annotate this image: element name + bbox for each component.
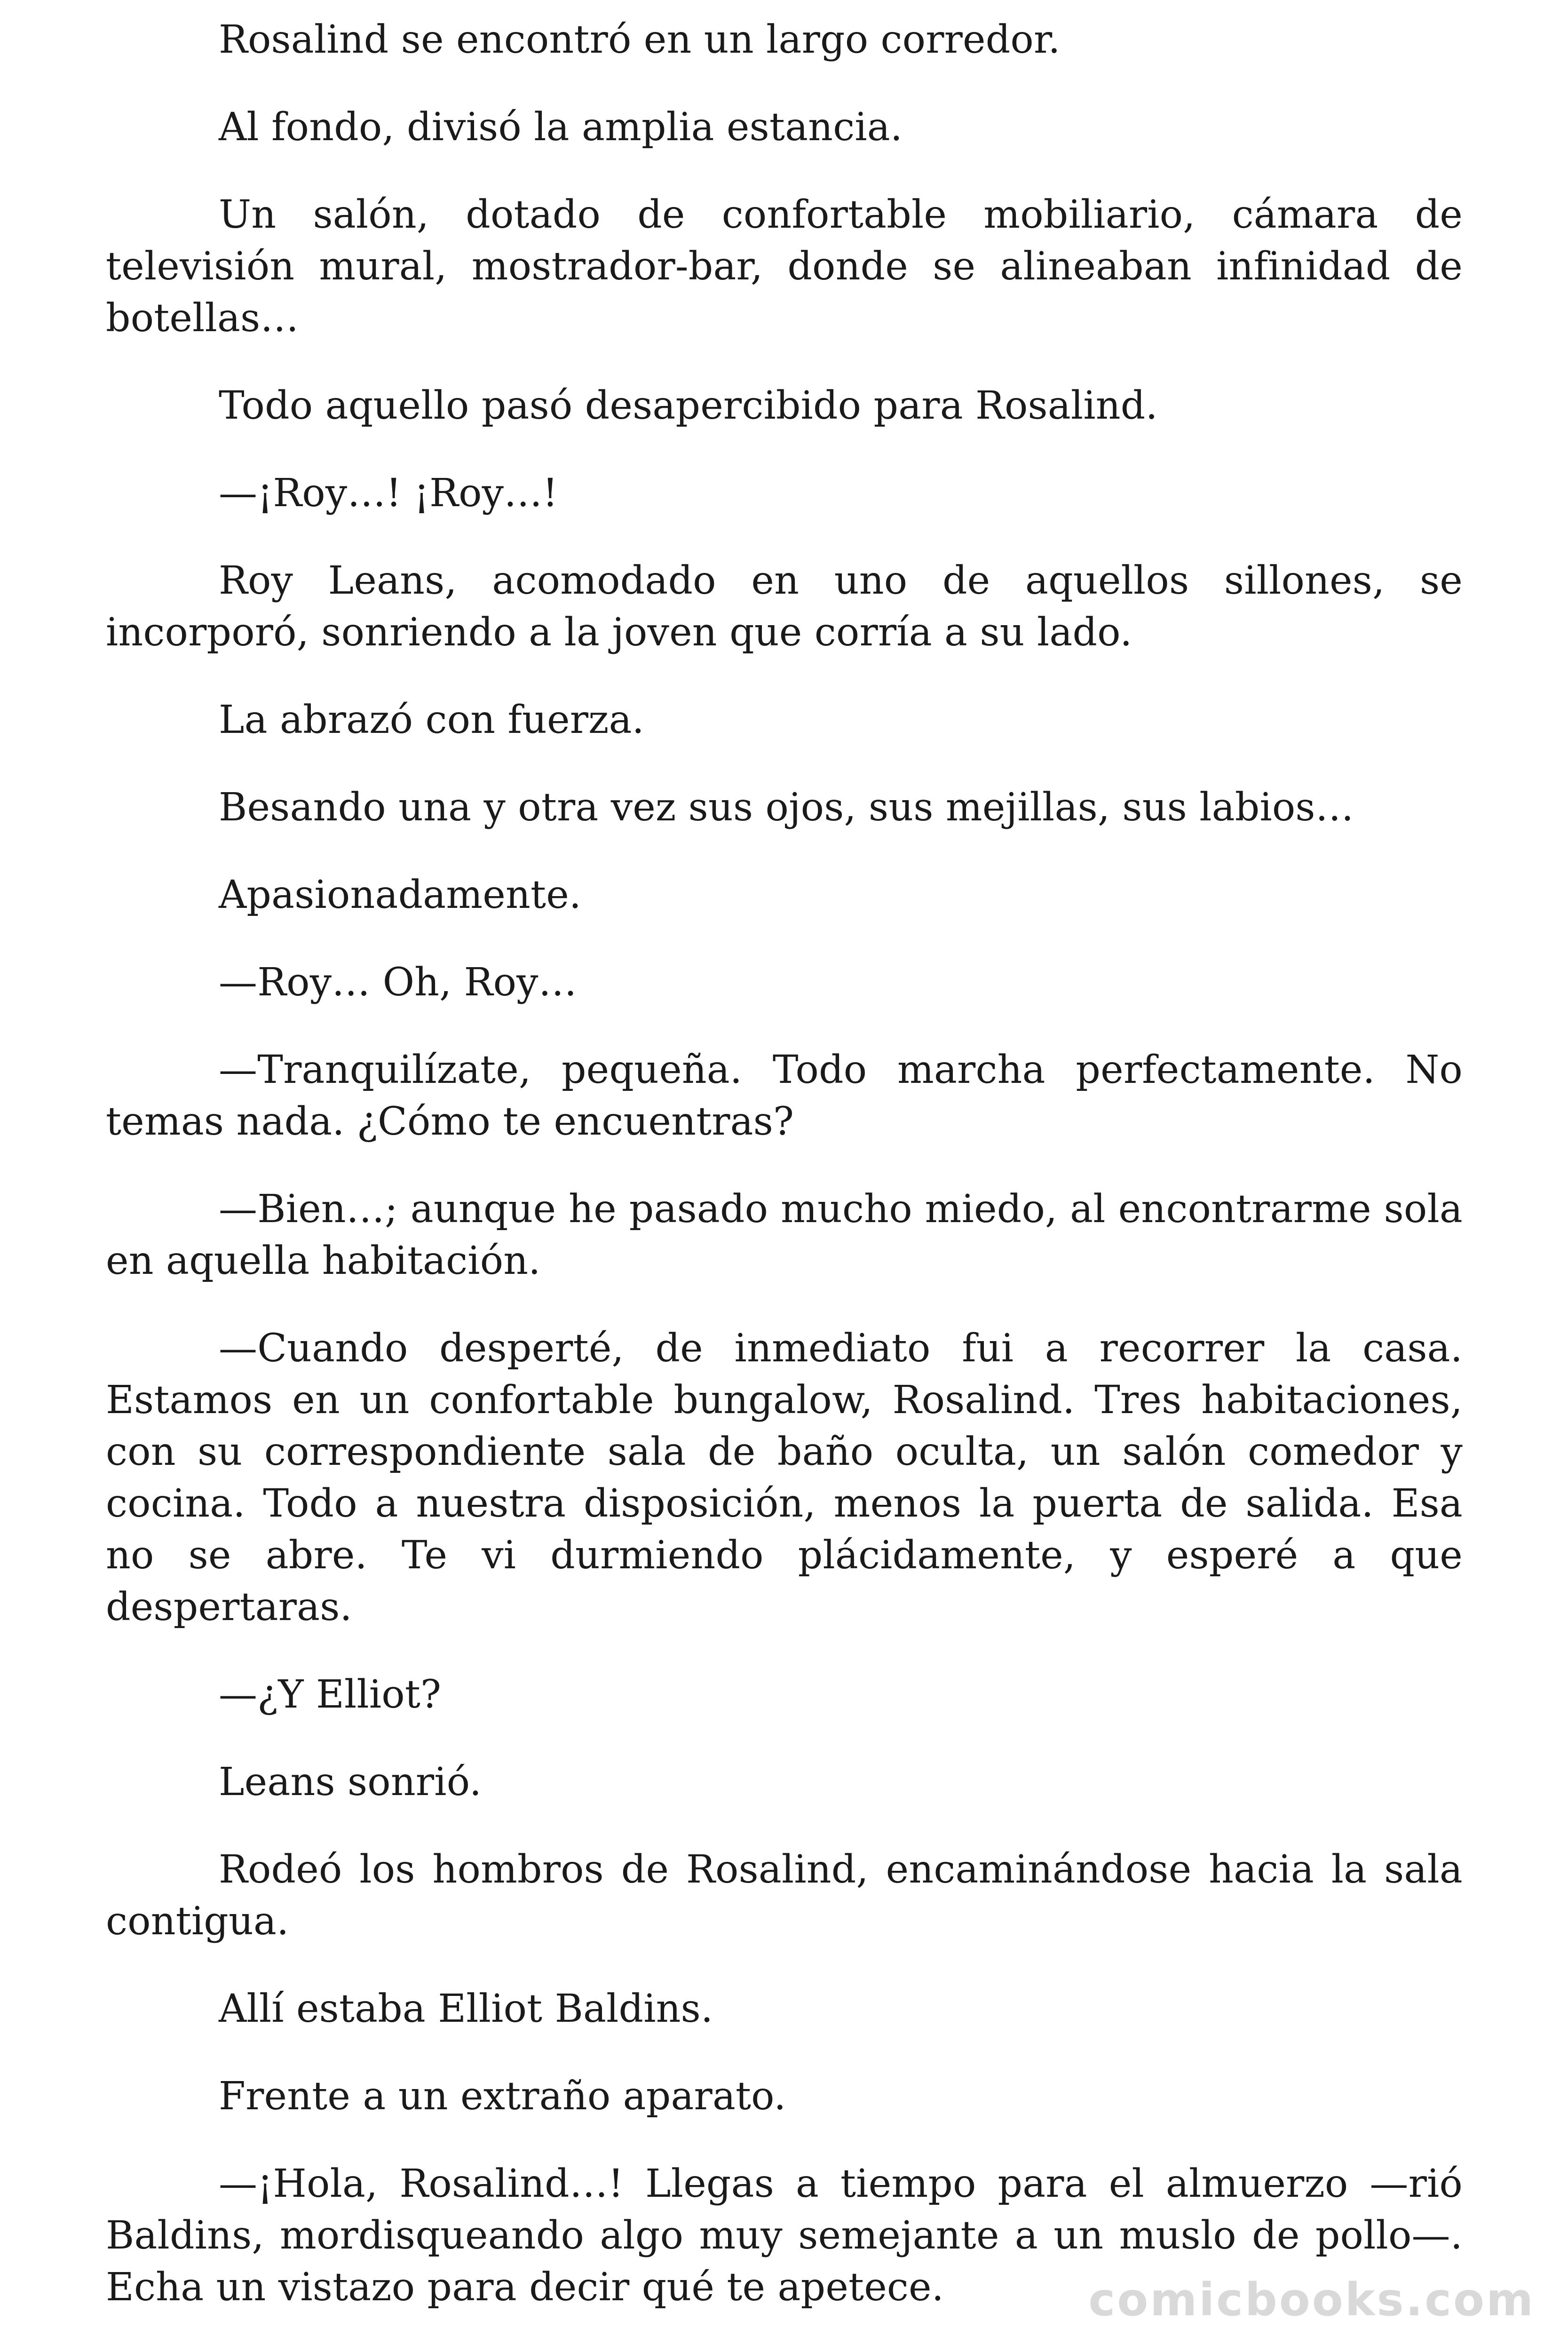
paragraph: Leans sonrió.: [219, 1760, 482, 1804]
paragraph: La abrazó con fuerza.: [219, 698, 644, 742]
paragraph: Rodeó los hombros de Rosalind, encaminándose hacia la sala contigua.: [106, 1847, 1463, 1944]
paragraph: —¿Y Elliot?: [219, 1672, 442, 1717]
paragraph: —Bien…; aunque he pasado mucho miedo, al encontrarme sola en aquella habitación.: [106, 1187, 1463, 1283]
paragraph: Todo aquello pasó desapercibido para Rosalind.: [219, 383, 1158, 428]
paragraph: Un salón, dotado de confortable mobiliario, cámara de televisión mural, mostrador-bar, donde se alineaban infinidad de botellas…: [106, 192, 1463, 341]
page-text: [106, 14, 1463, 2352]
paragraph: [106, 2349, 1463, 2352]
paragraph: Apasionadamente.: [219, 873, 582, 917]
paragraph: Besando una y otra vez sus ojos, sus mejillas, sus labios…: [219, 785, 1354, 830]
paragraph: Roy Leans, acomodado en uno de aquellos sillones, se incorporó, sonriendo a la joven que corría a su lado.: [106, 558, 1463, 655]
paragraph: —¡Hola, Rosalind…! Llegas a tiempo para el almuerzo —rió Baldins, mordisqueando algo muy semejante a un muslo de pollo—. Echa un vistazo para decir qué te apetece.: [106, 2161, 1463, 2310]
paragraph: Al fondo, divisó la amplia estancia.: [219, 105, 903, 150]
paragraph: —Roy… Oh, Roy…: [219, 960, 577, 1005]
watermark: comicbooks.com: [1088, 2273, 1535, 2326]
paragraph: —Tranquilízate, pequeña. Todo marcha perfectamente. No temas nada. ¿Cómo te encuentras?: [106, 1048, 1463, 1144]
paragraph: Rosalind se encontró en un largo corredor.: [219, 17, 1061, 62]
paragraph: —¡Roy…! ¡Roy…!: [219, 471, 558, 516]
paragraph: —Cuando desperté, de inmediato fui a recorrer la casa. Estamos en un confortable bungalow, Rosalind. Tres habitaciones, con su correspondiente sala de baño oculta, un salón comedor y cocina. Todo a nuestra disposición, menos la puerta de salida. Esa no se abre. Te vi durmiendo plácidamente, y esperé a que despertaras.: [106, 1326, 1463, 1629]
paragraph: Frente a un extraño aparato.: [219, 2074, 786, 2119]
paragraph: Allí estaba Elliot Baldins.: [219, 1986, 713, 2031]
